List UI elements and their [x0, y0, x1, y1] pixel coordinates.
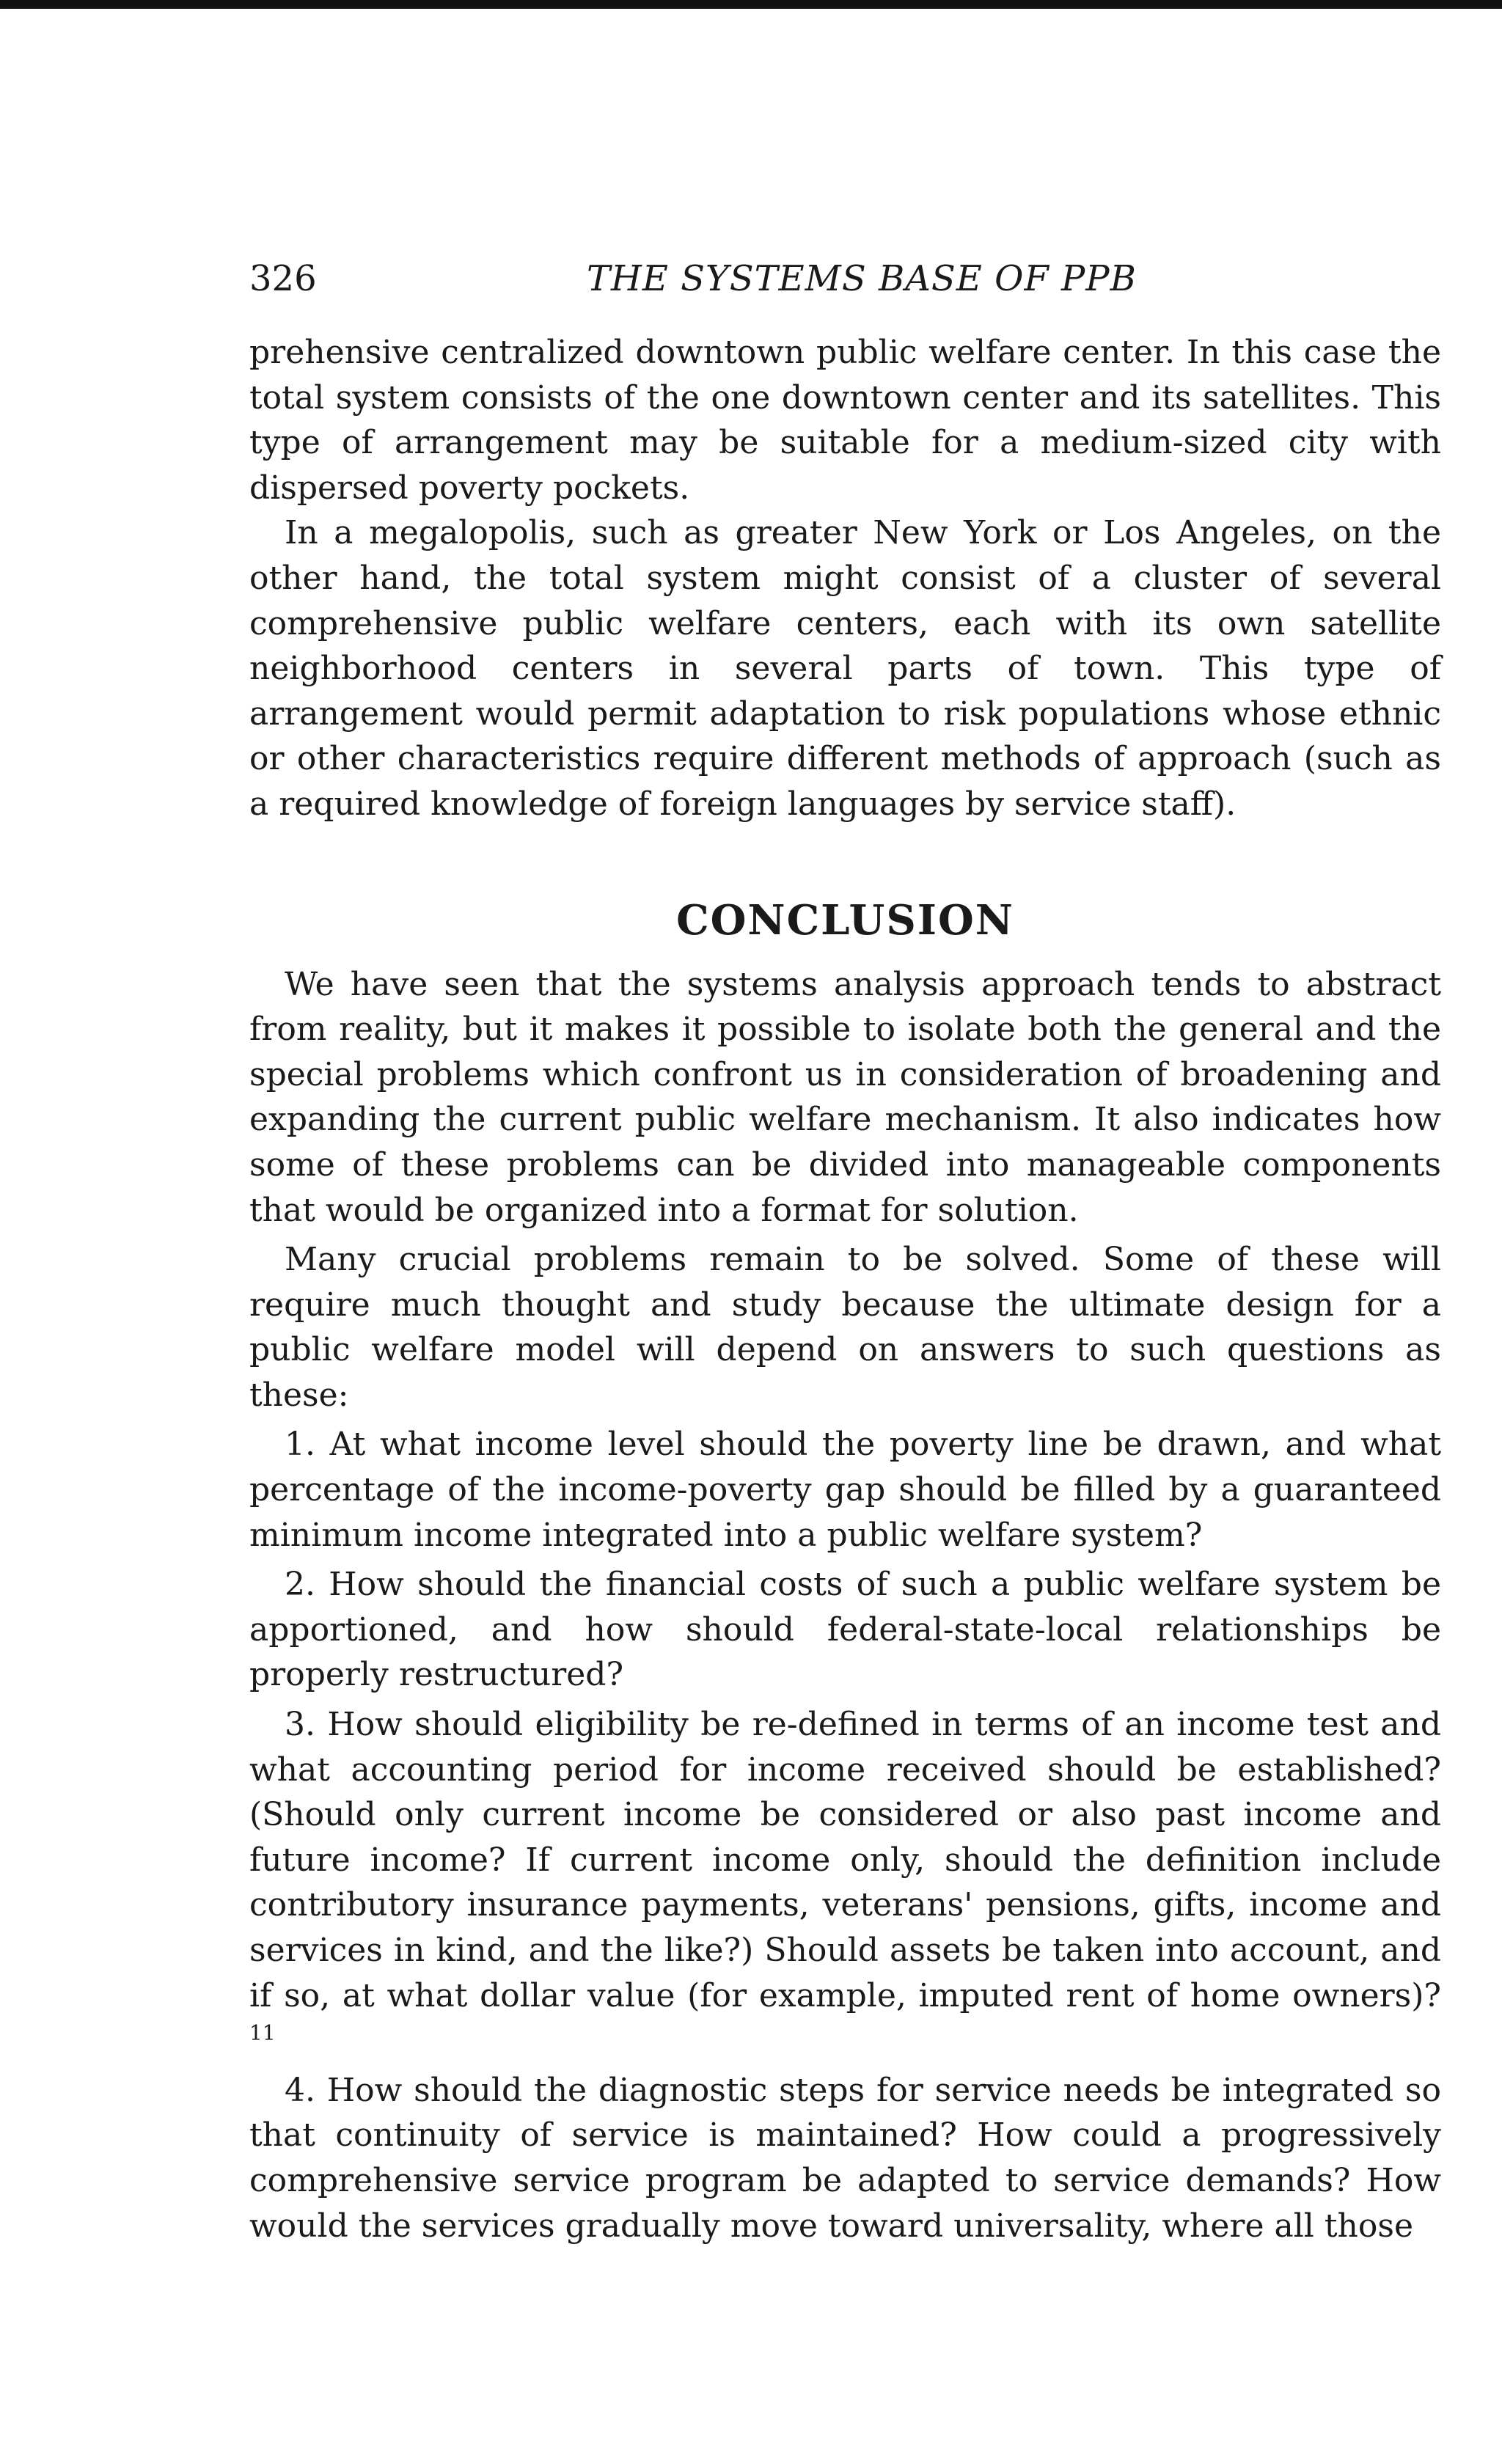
top-border-rule [0, 0, 1502, 9]
running-head [249, 249, 1441, 308]
section-heading-conclusion: CONCLUSION [676, 895, 1014, 945]
body-text [249, 330, 1441, 2248]
question-3-text: 3. How should eligibility be re-defined in terms of an income test and what accounting period for income received should be established? (Should only current income be considered or also past income and future income? If current income only, should the definition include contributory insurance payments, veterans' pensions, gifts, income and services in kind, and the like?) Should assets be taken into account, and if so, at what dollar value (for example, imputed rent of home owners)? [249, 1706, 1441, 2014]
book-page [249, 249, 1441, 2248]
question-4: 4. How should the diagnostic steps for service needs be integrated so that continuity of service is maintained? How could a progressively comprehensive service program be adapted to service demands? How would the services gradually move toward universality, where all those [249, 2071, 1441, 2245]
footnote-marker: 11 [249, 2020, 276, 2045]
paragraph-crucial-problems: Many crucial problems remain to be solved. Some of these will require much thought and study because the ultimate design for a public welfare model will depend on answers to such questions as these: [249, 1241, 1441, 1414]
question-1: 1. At what income level should the poverty line be drawn, and what percentage of the income-poverty gap should be filled by a guaranteed minimum income integrated into a public welfare system? [249, 1426, 1441, 1554]
paragraph-conclusion-intro: We have seen that the systems analysis approach tends to abstract from reality, but it makes it possible to isolate both the general and the special problems which confront us in consideration of broadening and expanding the current public welfare mechanism. It also indicates how some of these problems can be divided into manageable components that would be organized into a format for solution. [249, 965, 1441, 1229]
paragraph-megalopolis: In a megalopolis, such as greater New York or Los Angeles, on the other hand, the total system might consist of a cluster of several comprehensive public welfare centers, each with its own satellite neighborhood centers in several parts of town. This type of arrangement would permit adaptation to risk populations whose ethnic or other characteristics require different methods of approach (such as a required knowledge of foreign languages by service staff). [249, 514, 1441, 823]
question-2: 2. How should the financial costs of such a public welfare system be apportioned, and how should federal-state-local relationships be properly restructured? [249, 1566, 1441, 1694]
page-number: 326 [249, 258, 317, 299]
running-title: THE SYSTEMS BASE OF PPB [587, 258, 1137, 299]
paragraph-continuation: prehensive centralized downtown public welfare center. In this case the total system consists of the one downtown center and its satellites. This type of arrangement may be suitable for a medium-sized city with dispersed poverty pockets. [249, 334, 1441, 507]
question-3 [249, 1702, 1441, 2064]
